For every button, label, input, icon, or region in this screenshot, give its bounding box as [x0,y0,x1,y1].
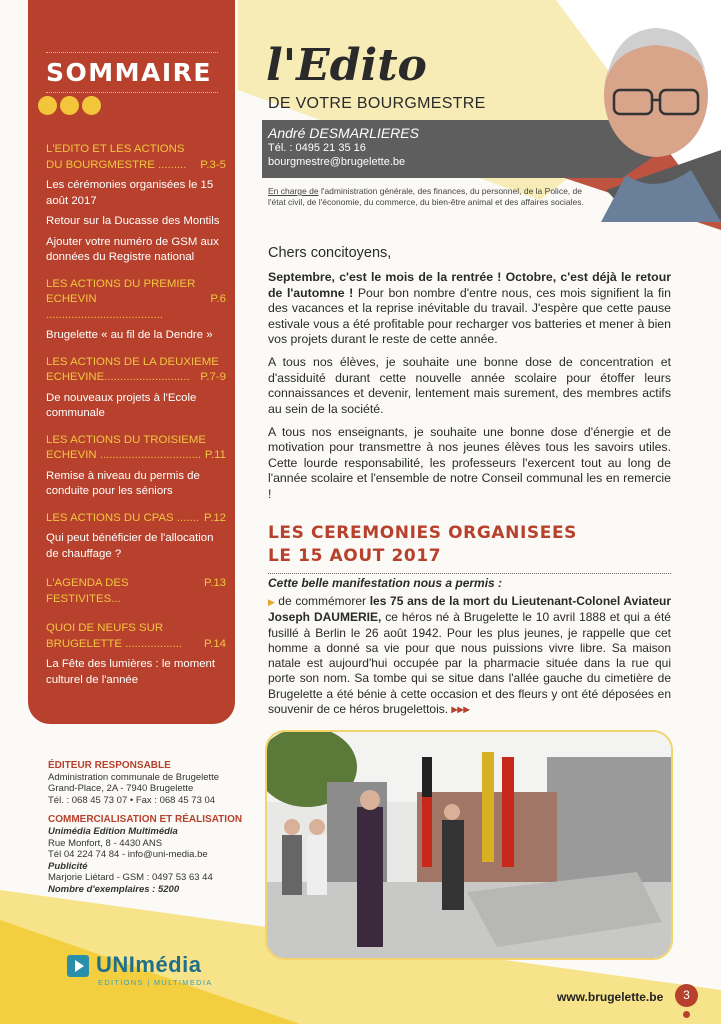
toc-page: P.7-9 [200,371,226,383]
editor-heading: ÉDITEUR RESPONSABLE [48,760,171,771]
toc-section-title: LES ACTIONS DU TROISIEME [46,433,206,446]
divider [268,573,671,574]
toc-page: P.11 [204,449,226,461]
toc-section-title: LES ACTIONS DU CPAS ....... [46,511,199,524]
editor-line: Marjorie Liétard - GSM : 0497 53 63 44 [48,872,213,884]
mayor-name: André DESMARLIERES [268,125,419,141]
ceremony-photo [265,730,673,960]
toc-section [46,142,226,173]
divider [46,92,218,93]
edito-body [268,246,671,510]
mayor-email[interactable]: bourgmestre@brugelette.be [268,156,406,168]
logo-text: UNImédia [96,952,202,977]
editor-line: Nombre d'exemplaires : 5200 [48,883,180,895]
bullet-paragraph: ▶ de commémorer les 75 ans de la mort du Lieutenant-Colonel Aviateur Joseph DAUMERIE, ce héros né à Brugelette le 10 avril 1888 et qui a été fusillé à Berlin le 26 août 1942. Pour les plus jeunes, je rappelle que cet homme a donné sa vie pour que nous puissions vivre libre. Sa maison natale est aujourd'hui occupée par la pharmacie située dans la rue qui porte son nom. Sa tombe qui se situe dans l'allée gauche du cimetière de Brugelette a été bénie à cette occasion et des fleurs y ont été déposées en souvenir de ce héros brugelettois. ▸▸▸ [268,594,672,717]
toc-page: P.6 [210,293,226,305]
divider [46,52,218,53]
toc-section-title: BRUGELETTE .................. [46,637,183,650]
editor-info [48,760,243,896]
editor-line: Publicité [48,860,88,872]
paragraph: A tous nos élèves, je souhaite une bonne dose de concentration et d'assiduité durant cette nouvelle année scolaire pour étoffer leurs connaissances et devenir, lentement mais surement, des membres actifs au sein de la société. [268,355,671,416]
toc-section-title: DU BOURGMESTRE ......... [46,158,187,171]
editor-line: Unimédia Edition Multimédia [48,825,178,837]
toc-item: Brugelette « au fil de la Dendre » [46,329,213,341]
section-title: LES CEREMONIES ORGANISEES LE 15 AOUT 2017 [268,523,578,566]
editor-line: Tél 04 224 74 84 - info@uni-media.be [48,849,208,861]
toc-section-title: QUOI DE NEUFS SUR [46,622,164,634]
editor-line: Tél. : 068 45 73 07 • Fax : 068 45 73 04 [48,794,216,806]
website-link[interactable]: www.brugelette.be [557,990,664,1004]
edito-title: l'Edito [266,40,427,91]
editor-heading: COMMERCIALISATION ET RÉALISATION [48,814,243,826]
toc-page: P.3-5 [200,158,226,171]
toc-section-title: L'AGENDA DES FESTIVITES... [46,577,129,605]
toc-section [46,511,226,527]
toc-section-title: ECHEVIN ................................ [46,449,202,461]
table-of-contents [46,142,226,688]
mayor-responsibilities: En charge de l'administration générale, des finances, du personnel, de la Police, de l'état civil, de l'économie, du commerce, du bien-être animal et des affaires sociales. [268,186,584,207]
toc-page: P.14 [204,637,226,650]
toc-item: Les cérémonies organisées le 15 août 2017 [46,179,214,207]
logo-subtitle: EDITIONS | MULTIMEDIA [98,978,213,987]
toc-item: Retour sur la Ducasse des Montils [46,215,220,227]
toc-section-title: LES ACTIONS DE LA DEUXIEME [46,355,219,368]
toc-item: La Fête des lumières : le moment culturel de l'année [46,658,216,686]
paragraph: A tous nos enseignants, je souhaite une bonne dose d'énergie et de motivation pour transmettre à nos jeunes élèves tous les savoirs utiles. Cette lourde responsabilité, les professeurs l'exercent tout au long de l'année scolaire et l'ensemble de notre Conseil communal les en remercie ! [268,425,671,501]
toc-section-title: LES ACTIONS DU PREMIER [46,277,196,290]
paragraph: Septembre, c'est le mois de la rentrée ! Octobre, c'est déjà le retour de l'automne ! Pour bon nombre d'entre nous, ces mois signifient la fin des vacances et la reprise inévitable du travail. J'espère que cette pause estivale vous a été profitable pour recharger vos batteries et mener à bien vos projets durant le reste de cette année. [268,270,671,347]
bullet-icon: ▶ [268,597,276,607]
section-intro: Cette belle manifestation nous a permis : [268,576,503,590]
editor-line: Rue Monfort, 8 - 4430 ANS [48,837,163,849]
editor-line: Administration communale de Brugelette [48,771,220,783]
editor-line: Grand-Place, 2A - 7940 Brugelette [48,783,194,795]
toc-section [46,576,226,607]
toc-item: Remise à niveau du permis de conduite pour les séniors [46,469,200,497]
toc-item: De nouveaux projets à l'Ecole communale [46,391,197,419]
toc-section [46,433,226,464]
sommaire-title: SOMMAIRE [46,58,212,87]
mayor-phone: Tél. : 0495 21 35 16 [268,142,366,154]
edito-subtitle: DE VOTRE BOURGMESTRE [268,95,486,112]
greeting: Chers concitoyens, [268,245,392,261]
page-number: 3 [675,984,698,1007]
toc-page: P.13 [204,577,226,589]
toc-section-title: ECHEVIN ..................................... [46,293,164,321]
decorative-circles [38,96,104,120]
toc-page: P.12 [204,511,226,524]
toc-section [46,355,226,386]
play-icon [66,954,90,978]
decorative-dot [683,1011,690,1018]
toc-section-title: L'EDITO ET LES ACTIONS [46,143,185,155]
toc-item: Ajouter votre numéro de GSM aux données du Registre national [46,235,219,263]
sommaire-sidebar [28,0,235,724]
toc-item: Qui peut bénéficier de l'allocation de chauffage ? [46,532,214,560]
ceremony-photo-illustration [267,732,671,958]
toc-section-title: ECHEVINE........................... [46,371,190,383]
toc-section [46,621,226,652]
toc-section [46,277,226,324]
